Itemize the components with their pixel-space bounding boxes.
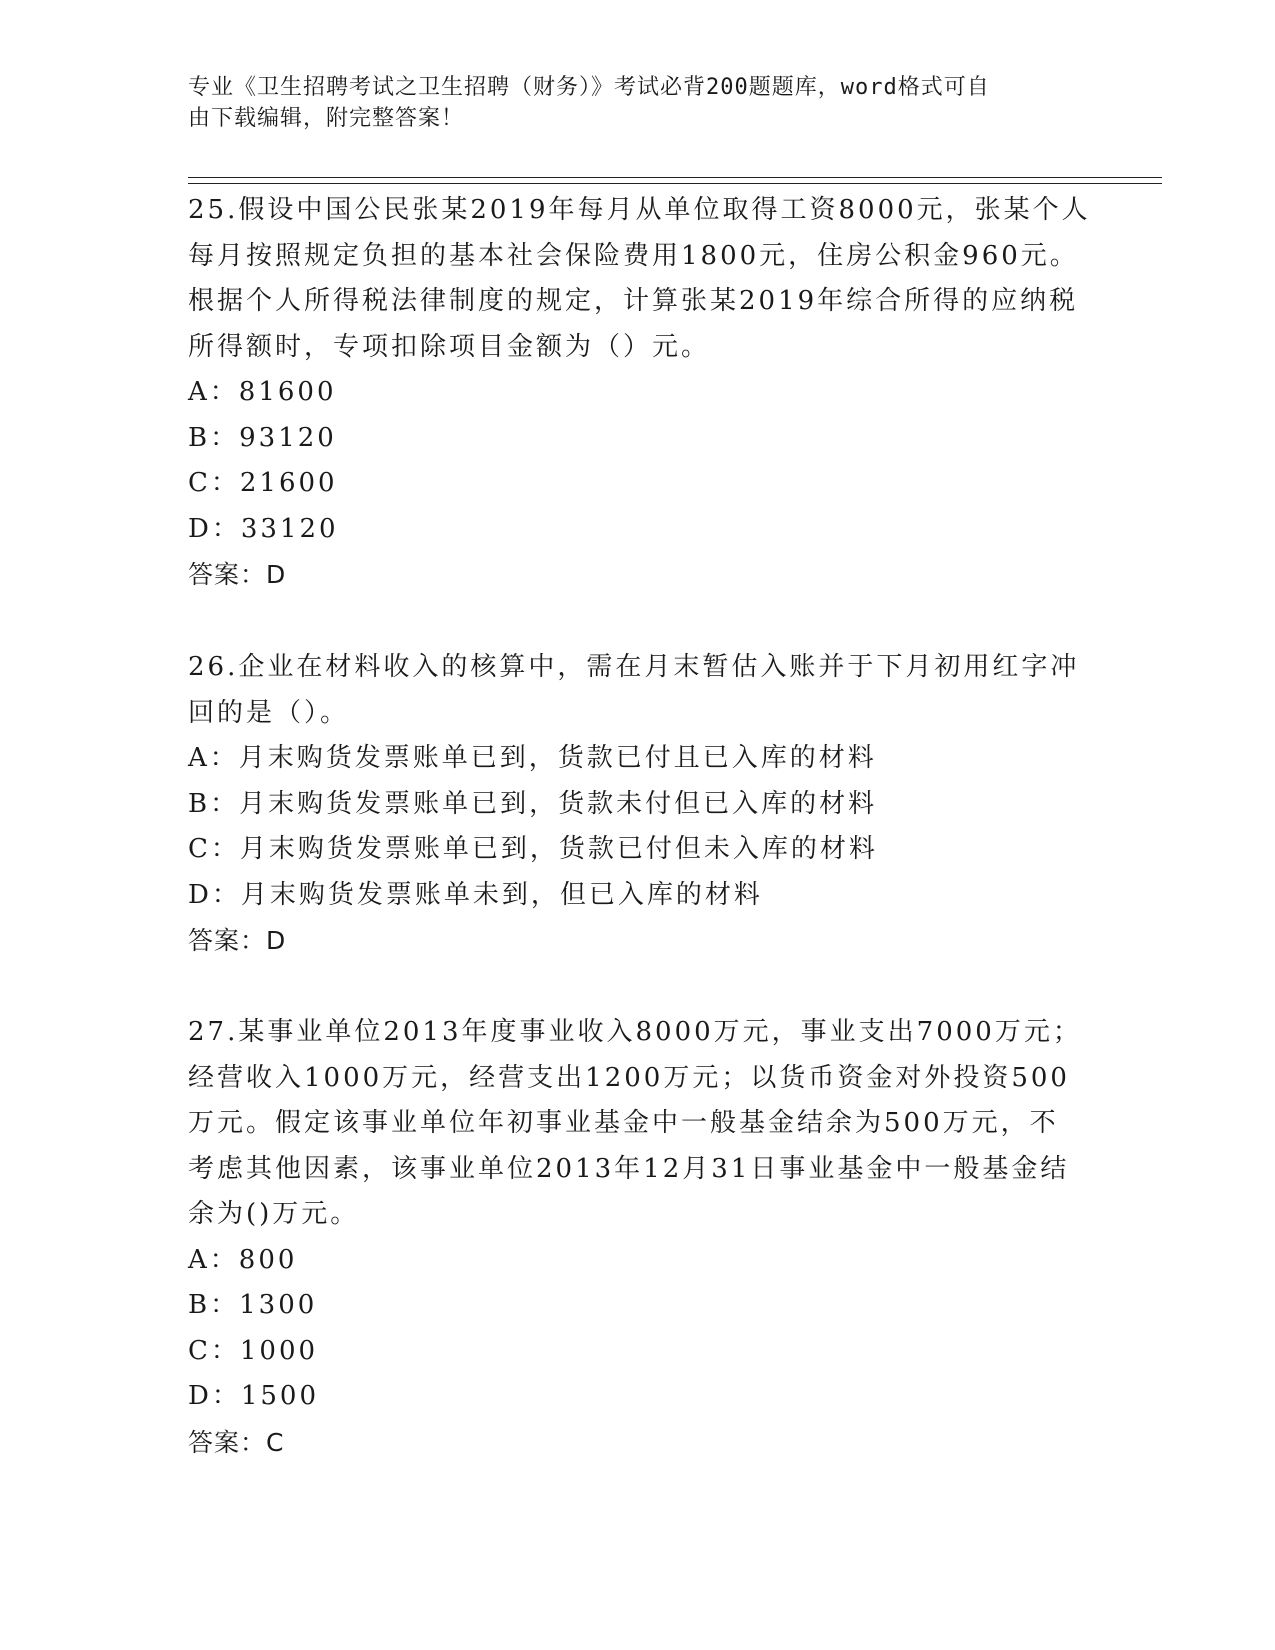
header-divider <box>188 177 1162 178</box>
question-line: 余为()万元。 <box>188 1199 360 1229</box>
option-a: A：800 <box>188 1244 298 1275</box>
option-d: D：33120 <box>188 513 339 544</box>
header-line: 专业《卫生招聘考试之卫生招聘（财务）》考试必背200题题库，word格式可自 <box>188 75 990 100</box>
answer-key: 答案：D <box>188 560 287 589</box>
option-b: B：93120 <box>188 422 337 453</box>
question-line: 25.假设中国公民张某2019年每月从单位取得工资8000元，张某个人 <box>188 195 1091 225</box>
option-d: D：月末购货发票账单未到，但已入库的材料 <box>188 879 763 910</box>
option-c: C：21600 <box>188 468 338 498</box>
question-line: 27.某事业单位2013年度事业收入8000万元，事业支出7000万元； <box>188 1017 1082 1047</box>
question-27 <box>188 1010 1088 1465</box>
question-stem <box>188 188 1091 370</box>
header-line: 由下载编辑，附完整答案！ <box>188 106 465 131</box>
question-stem <box>188 1010 1088 1238</box>
question-25 <box>188 188 1091 598</box>
question-line: 根据个人所得税法律制度的规定，计算张某2019年综合所得的应纳税 <box>188 286 1079 316</box>
question-line: 26.企业在材料收入的核算中，需在月末暂估入账并于下月初用红字冲 <box>188 652 1080 682</box>
option-a: A：81600 <box>188 377 337 407</box>
question-line: 万元。假定该事业单位年初事业基金中一般基金结余为500万元，不 <box>188 1108 1059 1138</box>
question-line: 经营收入1000万元，经营支出1200万元；以货币资金对外投资500 <box>188 1062 1070 1093</box>
header-divider <box>188 183 1162 184</box>
question-line: 考虑其他因素，该事业单位2013年12月31日事业基金中一般基金结 <box>188 1153 1070 1184</box>
question-line: 回的是（）。 <box>188 697 350 728</box>
answer-key: 答案：C <box>188 1427 285 1457</box>
option-d: D：1500 <box>188 1381 320 1411</box>
option-c: C：1000 <box>188 1335 319 1366</box>
option-b: B：1300 <box>188 1290 318 1320</box>
option-c: C：月末购货发票账单已到，货款已付但未入库的材料 <box>188 834 878 864</box>
question-stem <box>188 645 1088 736</box>
option-b: B：月末购货发票账单已到，货款未付但已入库的材料 <box>188 788 878 819</box>
document-header <box>188 72 1068 134</box>
question-line: 每月按照规定负担的基本社会保险费用1800元，住房公积金960元。 <box>188 240 1079 271</box>
question-line: 所得额时，专项扣除项目金额为（）元。 <box>188 331 711 362</box>
option-a: A：月末购货发票账单已到，货款已付且已入库的材料 <box>188 743 877 773</box>
question-26 <box>188 645 1088 964</box>
answer-key: 答案：D <box>188 926 287 955</box>
